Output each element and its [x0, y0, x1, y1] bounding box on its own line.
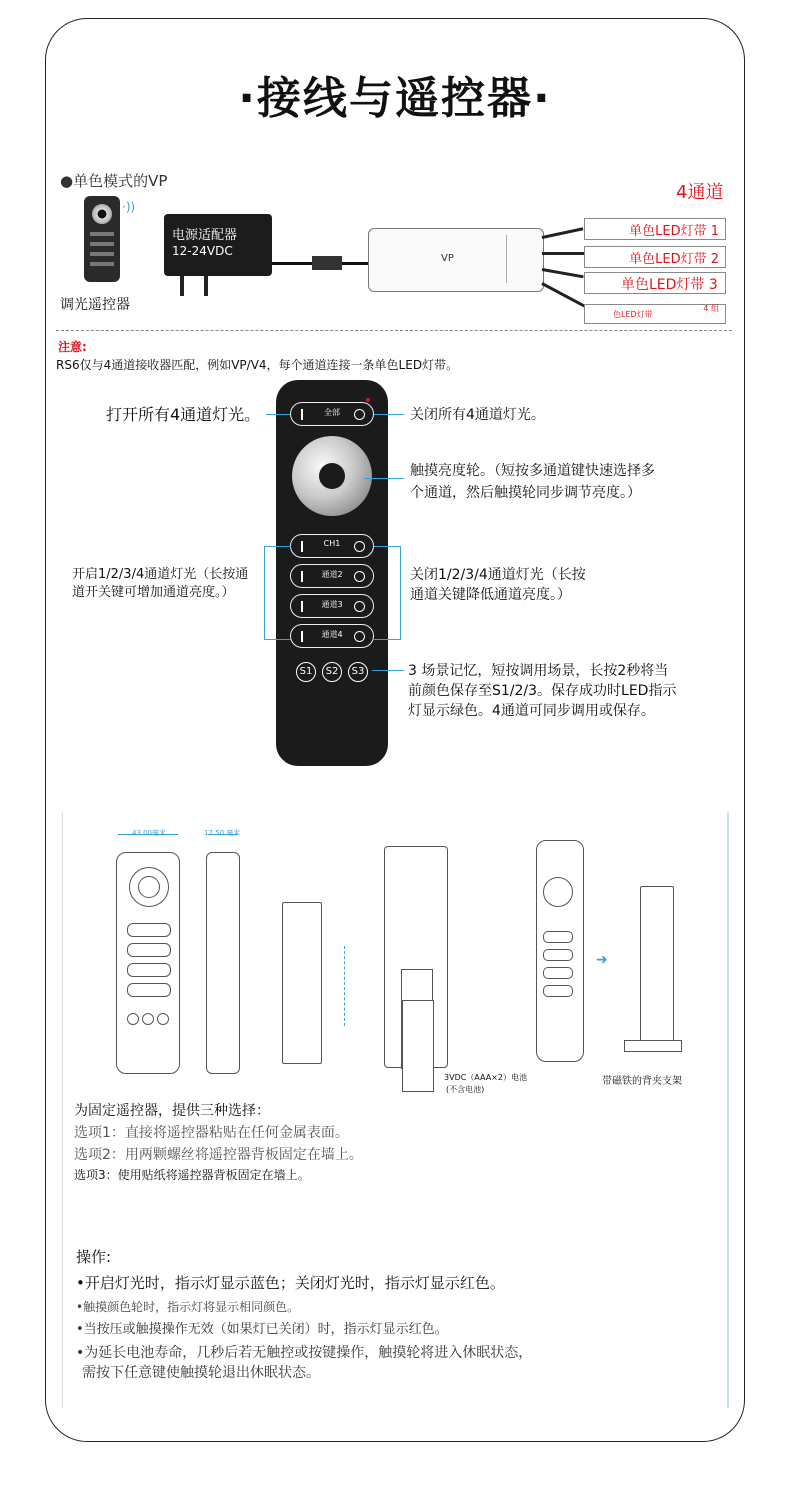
battery-cover-drawing [402, 1000, 434, 1092]
annot-wheel-2: 个通道，然后触摸轮同步调节亮度。） [410, 485, 641, 501]
holder-label: 带磁铁的背夹支架 [602, 1076, 682, 1087]
arrow-right-icon: ➜ [596, 952, 608, 968]
vp-controller-image [368, 228, 544, 292]
ch4-button[interactable]: 通道4 [290, 624, 374, 648]
divider [56, 330, 732, 331]
remote-label: 调光遥控器 [60, 297, 130, 313]
back-plate-drawing [282, 902, 322, 1064]
battery-label-1: 3VDC（AAA×2）电池 [444, 1073, 527, 1082]
operation-bullet-2: •触摸颜色轮时，指示灯将显示相同颜色。 [76, 1300, 300, 1314]
scene-3-button[interactable]: S3 [348, 662, 368, 682]
indicator-led [366, 398, 370, 402]
operation-bullet-1: •开启灯光时，指示灯显示蓝色；关闭灯光时，指示灯显示红色。 [76, 1274, 505, 1292]
annot-all-on: 打开所有4通道灯光。 [106, 405, 261, 424]
ch3-button[interactable]: 通道3 [290, 594, 374, 618]
power-cable [272, 262, 312, 265]
scene-2-button[interactable]: S2 [322, 662, 342, 682]
plug-pin [204, 276, 208, 296]
screw-spacing-line [344, 946, 345, 1026]
operation-bullet-4-line-2: 需按下任意键使触摸轮退出休眠状态。 [82, 1365, 320, 1381]
annot-ch-off-2: 通道关键降低通道亮度。） [410, 587, 571, 603]
battery-label-2: (不含电池) [446, 1085, 485, 1094]
holder-base-drawing [624, 1040, 682, 1052]
mounting-intro: 为固定遥控器，提供三种选择： [74, 1103, 270, 1119]
led-strip-4: 色LED灯带 4 组 [584, 304, 726, 324]
annot-all-off: 关闭所有4通道灯光。 [410, 407, 545, 423]
leader-line [372, 670, 404, 671]
annot-ch-off-1: 关闭1/2/3/4通道灯光（长按 [410, 567, 586, 583]
led-strip-1: 单色LED灯带 1 [584, 218, 726, 240]
plug-pin [180, 276, 184, 296]
channel-on-bracket [264, 546, 291, 640]
output-cable [542, 252, 584, 255]
operation-bullet-4-line-1: •为延长电池寿命，几秒后若无触控或按键操作，触摸轮将进入休眠状态， [76, 1345, 533, 1361]
remote-front-drawing [116, 852, 180, 1074]
annot-scene-1: 3 场景记忆，短按调用场景，长按2秒将当 [408, 663, 669, 679]
dc-connector [312, 256, 342, 270]
page-title: ·接线与遥控器· [238, 73, 552, 124]
led-strip-3: 单色LED灯带 3 [584, 272, 726, 294]
notice-text: RS6仅与4通道接收器匹配，例如VP/V4，每个通道连接一条单色LED灯带。 [56, 358, 459, 372]
operation-bullet-3: •当按压或触摸操作无效（如果灯已关闭）时，指示灯显示红色。 [76, 1322, 448, 1337]
depth-dimension: 17.50 毫米 [204, 829, 241, 837]
adapter-voltage: 12-24VDC [172, 244, 233, 258]
notice-label: 注意: [58, 340, 87, 354]
mounting-option-3: 选项3：使用贴纸将遥控器背板固定在墙上。 [74, 1168, 310, 1182]
annot-ch-on-1: 开启1/2/3/4通道灯光（长按通 [72, 567, 249, 582]
wireless-icon: ·)) [122, 200, 136, 214]
power-cable [342, 262, 368, 265]
dimmer-remote-image [84, 196, 120, 282]
channels-label: 4通道 [676, 182, 724, 203]
annot-scene-2: 前颜色保存至S1/2/3。保存成功时LED指示 [408, 683, 677, 699]
annot-wheel-1: 触摸亮度轮。（短按多通道键快速选择多 [410, 463, 655, 479]
led-strip-2: 单色LED灯带 2 [584, 246, 726, 268]
remote-angled-drawing [536, 840, 584, 1062]
mounting-option-2: 选项2：用两颗螺丝将遥控器背板固定在墙上。 [74, 1147, 363, 1163]
annot-scene-3: 灯显示绿色。4通道可同步调用或保存。 [408, 703, 655, 719]
wiring-heading: ●单色模式的VP [60, 172, 168, 190]
width-dimension: 43.00毫米 [132, 829, 167, 837]
magnetic-holder-drawing [640, 886, 674, 1048]
operation-heading: 操作: [76, 1248, 112, 1266]
controller-label: VP [441, 253, 454, 264]
ch2-button[interactable]: 通道2 [290, 564, 374, 588]
leader-line [364, 478, 404, 479]
touch-wheel[interactable] [292, 436, 372, 516]
channel-off-bracket [374, 546, 401, 640]
all-channels-button[interactable]: 全部 [290, 402, 374, 426]
leader-line [374, 414, 404, 415]
power-adapter-image [164, 214, 272, 276]
ch1-button[interactable]: CH1 [290, 534, 374, 558]
remote-side-drawing [206, 852, 240, 1074]
scene-1-button[interactable]: S1 [296, 662, 316, 682]
mounting-option-1: 选项1：直接将遥控器粘贴在任何金属表面。 [74, 1125, 349, 1141]
annot-ch-on-2: 道开关键可增加通道亮度。） [72, 585, 235, 600]
remote-diagram [276, 380, 388, 766]
leader-line [266, 414, 290, 415]
adapter-label: 电源适配器 [172, 228, 238, 243]
